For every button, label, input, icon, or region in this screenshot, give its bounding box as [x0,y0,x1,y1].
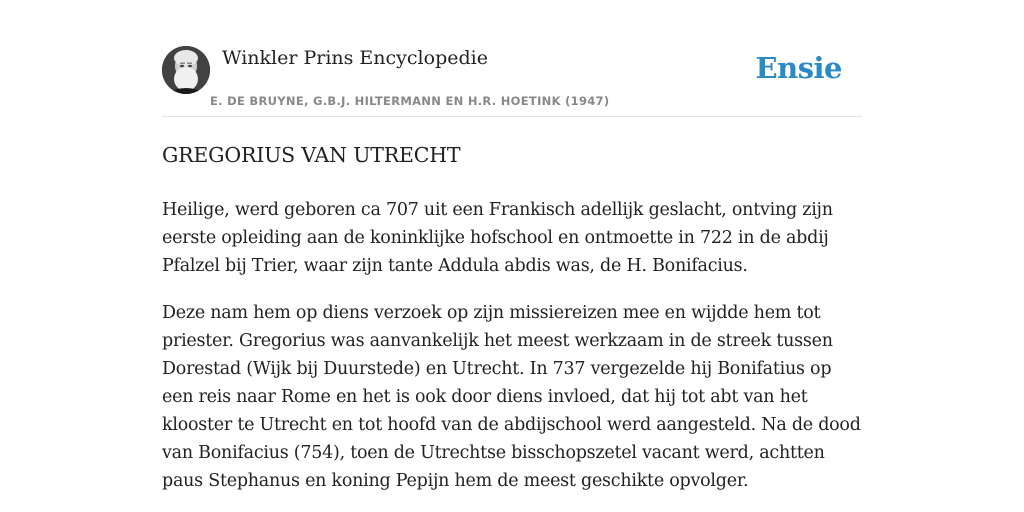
article-paragraph: Deze nam hem op diens verzoek op zijn missiereizen mee en wijdde hem tot priester. Gregorius was aanvankelijk het meest werkzaam in de streek tussen Dorestad (Wijk bij Duurstede) en Utrecht. In 737 vergezelde hij Bonifatius op een reis naar Rome en het is ook door diens invloed, dat hij tot abt van het klooster te Utrecht en tot hoofd van de abdijschool werd aangesteld. Na de dood van Bonifacius (754), toen de Utrechtse bisschopszetel vacant werd, achtten paus Stephanus en koning Pepijn hem de meest geschikte opvolger. [162,303,861,491]
brand-logo[interactable]: Ensie [755,51,842,85]
avatar [162,46,210,94]
author-portrait-icon [162,46,210,94]
publication-title[interactable]: Winkler Prins Encyclopedie [222,47,488,69]
article [162,140,862,512]
article-paragraph: Heilige, werd geboren ca 707 uit een Frankisch adellijk geslacht, ontving zijn eerste opleiding aan de koninklijke hofschool en ontmoette in 722 in de abdij Pfalzel bij Trier, waar zijn tante Addula abdis was, de H. Bonifacius. [162,200,833,276]
header [162,46,862,117]
authors-line: E. DE BRUYNE, G.B.J. HILTERMANN EN H.R. HOETINK (1947) [210,94,610,108]
article-title: GREGORIUS VAN UTRECHT [162,143,461,167]
